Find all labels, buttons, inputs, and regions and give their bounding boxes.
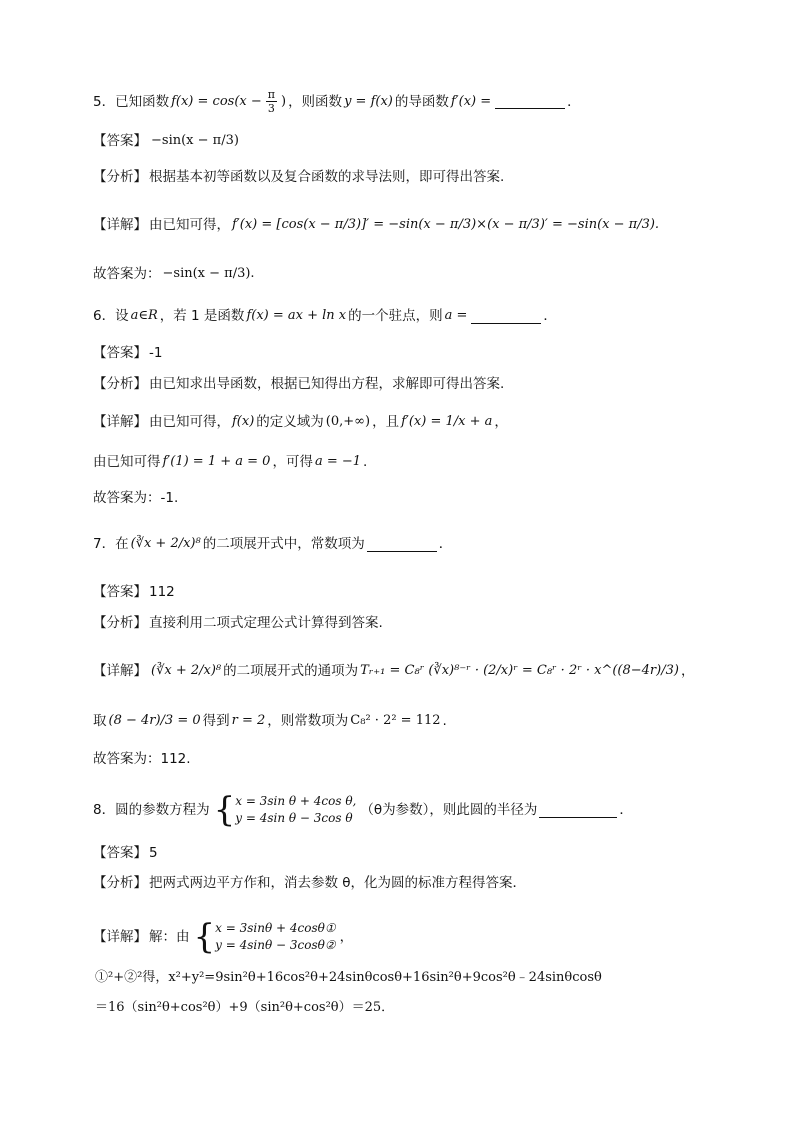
q6-conclusion: 故答案为： -1. — [93, 490, 179, 506]
q5-detail-math: f′(x) = [cos(x − π/3)]′ = −sin(x − π/3)×(x − π/3)′ = −sin(x − π/3). — [232, 217, 660, 232]
q8-detail-system: { x = 3sinθ + 4cosθ① y = 4sinθ − 3cosθ② — [193, 917, 336, 957]
q8-answer: 【答案】 5 — [93, 845, 158, 861]
q5-frac: $\frac{\pi}{3}$ — [267, 88, 275, 115]
q8-detail-line3: ＝16（sin²θ+cos²θ）+9（sin²θ+cos²θ）＝25． — [95, 1000, 395, 1015]
q6-stem: 6． 设 a∈R ，若 1 是函数 f(x) = ax + ln x 的一个驻点，则 a = ． — [93, 308, 557, 324]
q7-conclusion: 故答案为： 112. — [93, 751, 191, 767]
q5-expr-c: f′(x) = — [450, 93, 492, 109]
conclusion-label: 故答案为： — [93, 266, 161, 282]
q5-expr-b: y = f(x) — [344, 93, 393, 109]
q7-detail-line2: 取 (8 − 4r)/3 = 0 得到 r = 2 ，则常数项为 C₈² · 2² = 112 . — [93, 713, 447, 729]
q8-detail: 【详解】 解：由 { x = 3sinθ + 4cosθ① y = 4sinθ − 3cosθ② ， — [93, 917, 354, 957]
q5-analysis — [93, 167, 704, 187]
q8-analysis: 【分析】 把两式两边平方作和，消去参数 θ，化为圆的标准方程得答案． — [93, 875, 527, 891]
q5-answer — [93, 131, 704, 151]
q5-blank — [495, 94, 565, 109]
detail-label: 【详解】 — [93, 217, 147, 233]
q5-analysis-text: 根据基本初等函数以及复合函数的求导法则，即可得出答案. — [149, 169, 505, 185]
q7-answer: 【答案】 112 — [93, 584, 175, 600]
q8-stem: 8． 圆的参数方程为 { x = 3sin θ + 4cos θ, y = 4sin θ − 3cos θ （θ为参数），则此圆的半径为 ． — [93, 790, 633, 830]
q5-text-b: ，则函数 — [288, 93, 343, 110]
q6-blank — [471, 309, 541, 324]
q5-answer-value: −sin(x − π/3) — [151, 133, 239, 148]
q5-text-a: 已知函数 — [115, 93, 170, 110]
analysis-label: 【分析】 — [93, 169, 147, 185]
q8-detail-line2: ①²+②²得，x²+y²=9sin²θ+16cos²θ+24sinθcosθ+16sin²θ+9cos²θ﹣24sinθcosθ — [95, 970, 602, 985]
q8-blank — [539, 803, 617, 818]
q6-detail: 【详解】 由已知可得， f(x) 的定义域为 (0,+∞) ，且 f′(x) = 1/x + a ， — [93, 414, 508, 430]
answer-label: 【答案】 — [93, 133, 147, 149]
q6-answer: 【答案】 -1 — [93, 345, 163, 361]
q5-stem: 5． 已知函数 f(x) = cos(x − $\frac{\pi}{3}$ ) ，则函数 y = f(x) 的导函数 f′(x) = ． — [93, 88, 581, 115]
q5-conclusion — [93, 264, 704, 284]
q7-stem: 7． 在 (∛x + 2/x)⁸ 的二项展开式中，常数项为 ． — [93, 536, 453, 552]
q5-number: 5． — [93, 93, 116, 110]
q5-conclusion-value: −sin(x − π/3). — [162, 266, 255, 281]
q6-analysis: 【分析】 由已知求出导函数，根据已知得出方程，求解即可得出答案. — [93, 376, 505, 392]
q6-detail-line2: 由已知可得 f′(1) = 1 + a = 0 ，可得 a = −1 . — [93, 454, 368, 470]
q5-text-c: 的导函数 — [394, 93, 449, 110]
q7-blank — [367, 537, 437, 552]
q5-detail: 【详解】 由已知可得， f′(x) = [cos(x − π/3)]′ = −sin(x − π/3)×(x − π/3)′ = −sin(x − π/3). — [93, 217, 660, 233]
q5-expr-a: f(x) = cos(x − — [171, 93, 262, 109]
q8-equation-system: { x = 3sin θ + 4cos θ, y = 4sin θ − 3cos θ — [213, 790, 357, 830]
q7-detail: 【详解】 (∛x + 2/x)⁸ 的二项展开式的通项为 Tᵣ₊₁ = C₈ʳ (∛x)⁸⁻ʳ · (2/x)ʳ = C₈ʳ · 2ʳ · x^((8−4r)/3) ， — [93, 663, 695, 679]
q7-analysis: 【分析】 直接利用二项式定理公式计算得到答案. — [93, 615, 383, 631]
